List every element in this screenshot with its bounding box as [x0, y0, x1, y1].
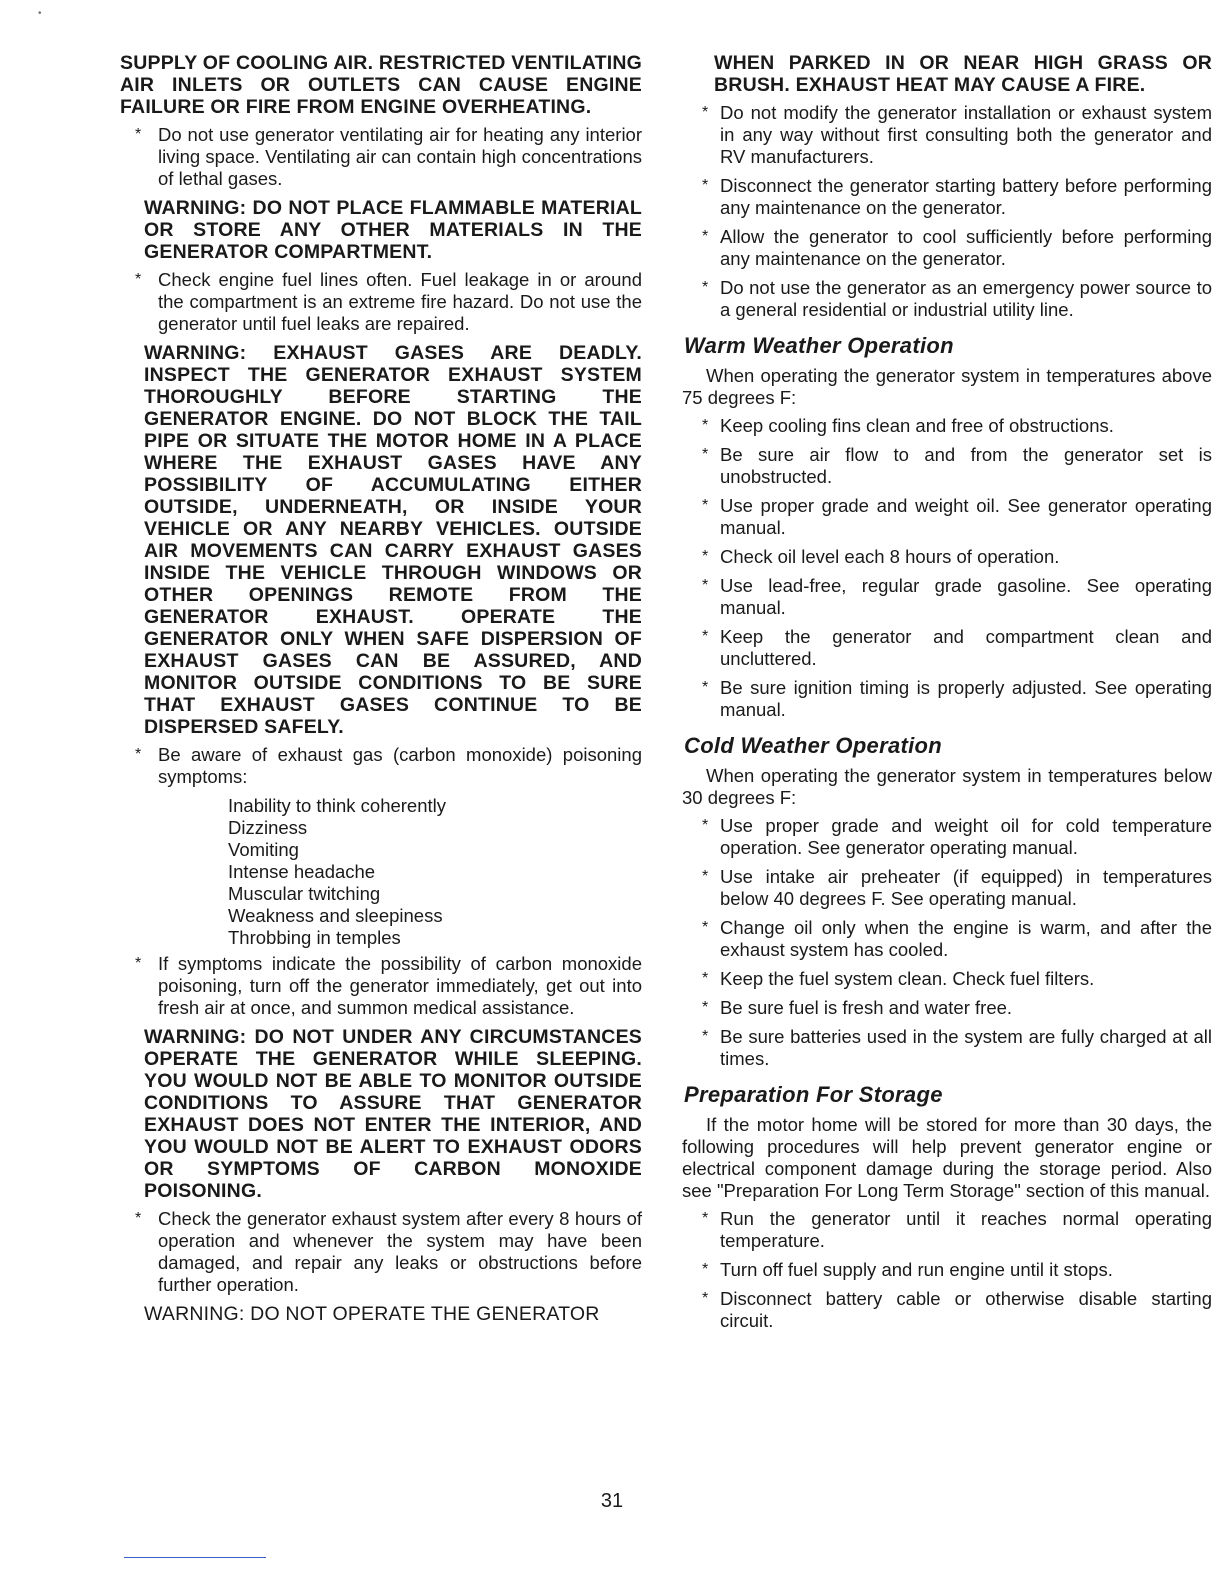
cold-weather-intro: When operating the generator system in temperatures below 30 degrees F: [682, 765, 1212, 808]
footer-rule [124, 1557, 266, 1558]
asterisk-icon: * [135, 271, 142, 288]
list-item: * Disconnect the generator starting battery before performing any maintenance on the generator. [702, 175, 1212, 218]
list-item: * Check engine fuel lines often. Fuel leakage in or around the compartment is an extreme fire hazard. Do not use the generator until fuel leaks are repaired. [135, 269, 642, 334]
flammable-warning: WARNING: DO NOT PLACE FLAMMABLE MATERIAL OR STORE ANY OTHER MATERIALS IN THE GENERATOR COMPARTMENT. [144, 197, 642, 263]
list-item: * Do not modify the generator installation or exhaust system in any way without first consulting both the generator and RV manufacturers. [702, 102, 1212, 167]
right-column [682, 52, 1212, 1339]
list-item: * If symptoms indicate the possibility of carbon monoxide poisoning, turn off the generator immediately, get out into fresh air at once, and summon medical assistance. [135, 953, 642, 1018]
asterisk-icon: * [702, 417, 709, 434]
asterisk-icon: * [702, 1210, 709, 1227]
cold-weather-heading: Cold Weather Operation [684, 733, 942, 758]
high-grass-warning-end: WHEN PARKED IN OR NEAR HIGH GRASS OR BRUSH. EXHAUST HEAT MAY CAUSE A FIRE. [714, 52, 1212, 96]
warm-weather-heading: Warm Weather Operation [684, 333, 954, 358]
scan-speck: • [38, 8, 42, 19]
list-item: * Turn off fuel supply and run engine until it stops. [702, 1259, 1113, 1280]
list-item: * Change oil only when the engine is warm, and after the exhaust system has cooled. [702, 917, 1212, 960]
asterisk-icon: * [702, 1028, 709, 1045]
list-item: * Use lead-free, regular grade gasoline. See operating manual. [702, 575, 1212, 618]
list-item: * Be sure ignition timing is properly adjusted. See operating manual. [702, 677, 1212, 720]
high-grass-warning-start: WARNING: DO NOT OPERATE THE GENERATOR [144, 1303, 600, 1325]
asterisk-icon: * [702, 1261, 709, 1278]
asterisk-icon: * [702, 446, 709, 463]
storage-list [682, 1208, 1212, 1332]
bullet-list [120, 744, 642, 788]
symptom-item: Inability to think coherently [228, 795, 447, 816]
list-item: * Keep cooling fins clean and free of obstructions. [702, 415, 1114, 436]
asterisk-icon: * [135, 746, 142, 763]
asterisk-icon: * [135, 126, 142, 143]
asterisk-icon: * [702, 279, 709, 296]
list-item: * Check oil level each 8 hours of operation. [702, 546, 1060, 567]
list-item: * Be sure batteries used in the system are fully charged at all times. [702, 1026, 1212, 1069]
list-item: * Use proper grade and weight oil for cold temperature operation. See generator operating manual. [702, 815, 1212, 858]
list-item: * Keep the fuel system clean. Check fuel filters. [702, 968, 1095, 989]
asterisk-icon: * [135, 955, 142, 972]
list-item: * Allow the generator to cool sufficiently before performing any maintenance on the generator. [702, 226, 1212, 269]
list-item: * Be aware of exhaust gas (carbon monoxide) poisoning symptoms: [135, 744, 642, 787]
asterisk-icon: * [702, 177, 709, 194]
list-item: * Do not use the generator as an emergency power source to a general residential or industrial utility line. [702, 277, 1212, 320]
asterisk-icon: * [702, 628, 709, 645]
symptom-item: Muscular twitching [228, 883, 381, 904]
symptom-item: Dizziness [228, 817, 308, 838]
left-column [120, 52, 642, 1331]
symptom-list [120, 795, 642, 949]
list-item: * Disconnect battery cable or otherwise disable starting circuit. [702, 1288, 1212, 1331]
list-item: * Run the generator until it reaches normal operating temperature. [702, 1208, 1212, 1251]
asterisk-icon: * [702, 104, 709, 121]
bullet-list [120, 124, 642, 190]
exhaust-deadly-warning: WARNING: EXHAUST GASES ARE DEADLY. INSPECT THE GENERATOR EXHAUST SYSTEM THOROUGHLY BEFORE STARTING THE GENERATOR ENGINE. DO NOT BLOCK THE TAIL PIPE OR SITUATE THE MOTOR HOME IN A PLACE WHERE THE EXHAUST GASES HAVE ANY POSSIBILITY OF ACCUMULATING EITHER OUTSIDE, UNDERNEATH, OR INSIDE YOUR VEHICLE OR ANY NEARBY VEHICLES. OUTSIDE AIR MOVEMENTS CAN CARRY EXHAUST GASES INSIDE THE VEHICLE THROUGH WINDOWS OR OTHER OPENINGS REMOTE FROM THE GENERATOR EXHAUST. OPERATE THE GENERATOR ONLY WHEN SAFE DISPERSION OF EXHAUST GASES CAN BE ASSURED, AND MONITOR OUTSIDE CONDITIONS TO BE SURE THAT EXHAUST GASES CONTINUE TO BE DISPERSED SAFELY. [144, 342, 642, 738]
sleeping-warning: WARNING: DO NOT UNDER ANY CIRCUMSTANCES OPERATE THE GENERATOR WHILE SLEEPING. YOU WOULD NOT BE ABLE TO MONITOR OUTSIDE CONDITIONS TO ASSURE THAT GENERATOR EXHAUST DOES NOT ENTER THE INTERIOR, AND YOU WOULD NOT BE ALERT TO EXHAUST ODORS OR SYMPTOMS OF CARBON MONOXIDE POISONING. [144, 1026, 642, 1202]
asterisk-icon: * [702, 817, 709, 834]
list-item: * Be sure air flow to and from the generator set is unobstructed. [702, 444, 1212, 487]
asterisk-icon: * [702, 577, 709, 594]
cold-weather-list [682, 815, 1212, 1070]
list-item: * Check the generator exhaust system after every 8 hours of operation and whenever the system may have been damaged, and repair any leaks or obstructions before further operation. [135, 1208, 642, 1295]
bullet-list [120, 1208, 642, 1296]
cooling-air-warning: SUPPLY OF COOLING AIR. RESTRICTED VENTILATING AIR INLETS OR OUTLETS CAN CAUSE ENGINE FAILURE OR FIRE FROM ENGINE OVERHEATING. [120, 52, 642, 118]
asterisk-icon: * [702, 1290, 709, 1307]
asterisk-icon: * [702, 548, 709, 565]
asterisk-icon: * [702, 868, 709, 885]
list-item: * Use proper grade and weight oil. See generator operating manual. [702, 495, 1212, 538]
asterisk-icon: * [702, 999, 709, 1016]
symptom-item: Throbbing in temples [228, 927, 401, 948]
warm-weather-intro: When operating the generator system in temperatures above 75 degrees F: [682, 365, 1212, 408]
asterisk-icon: * [702, 970, 709, 987]
warm-weather-list [682, 415, 1212, 721]
bullet-list [120, 953, 642, 1019]
list-item: * Be sure fuel is fresh and water free. [702, 997, 1013, 1018]
page-number: 31 [600, 1490, 624, 1512]
storage-heading: Preparation For Storage [684, 1082, 943, 1107]
asterisk-icon: * [135, 1210, 142, 1227]
list-item: * Use intake air preheater (if equipped) in temperatures below 40 degrees F. See operating manual. [702, 866, 1212, 909]
asterisk-icon: * [702, 228, 709, 245]
bullet-list [120, 269, 642, 335]
list-item: * Keep the generator and compartment clean and uncluttered. [702, 626, 1212, 669]
asterisk-icon: * [702, 919, 709, 936]
symptom-item: Intense headache [228, 861, 376, 882]
storage-intro: If the motor home will be stored for more than 30 days, the following procedures will help prevent generator engine or electrical component damage during the storage period. Also see "Preparation For Long Term Storage" section of this manual. [682, 1114, 1212, 1201]
list-item: * Do not use generator ventilating air for heating any interior living space. Ventilating air can contain high concentrations of lethal gases. [135, 124, 642, 189]
symptom-item: Vomiting [228, 839, 299, 860]
bullet-list [682, 102, 1212, 321]
asterisk-icon: * [702, 497, 709, 514]
symptom-item: Weakness and sleepiness [228, 905, 443, 926]
asterisk-icon: * [702, 679, 709, 696]
